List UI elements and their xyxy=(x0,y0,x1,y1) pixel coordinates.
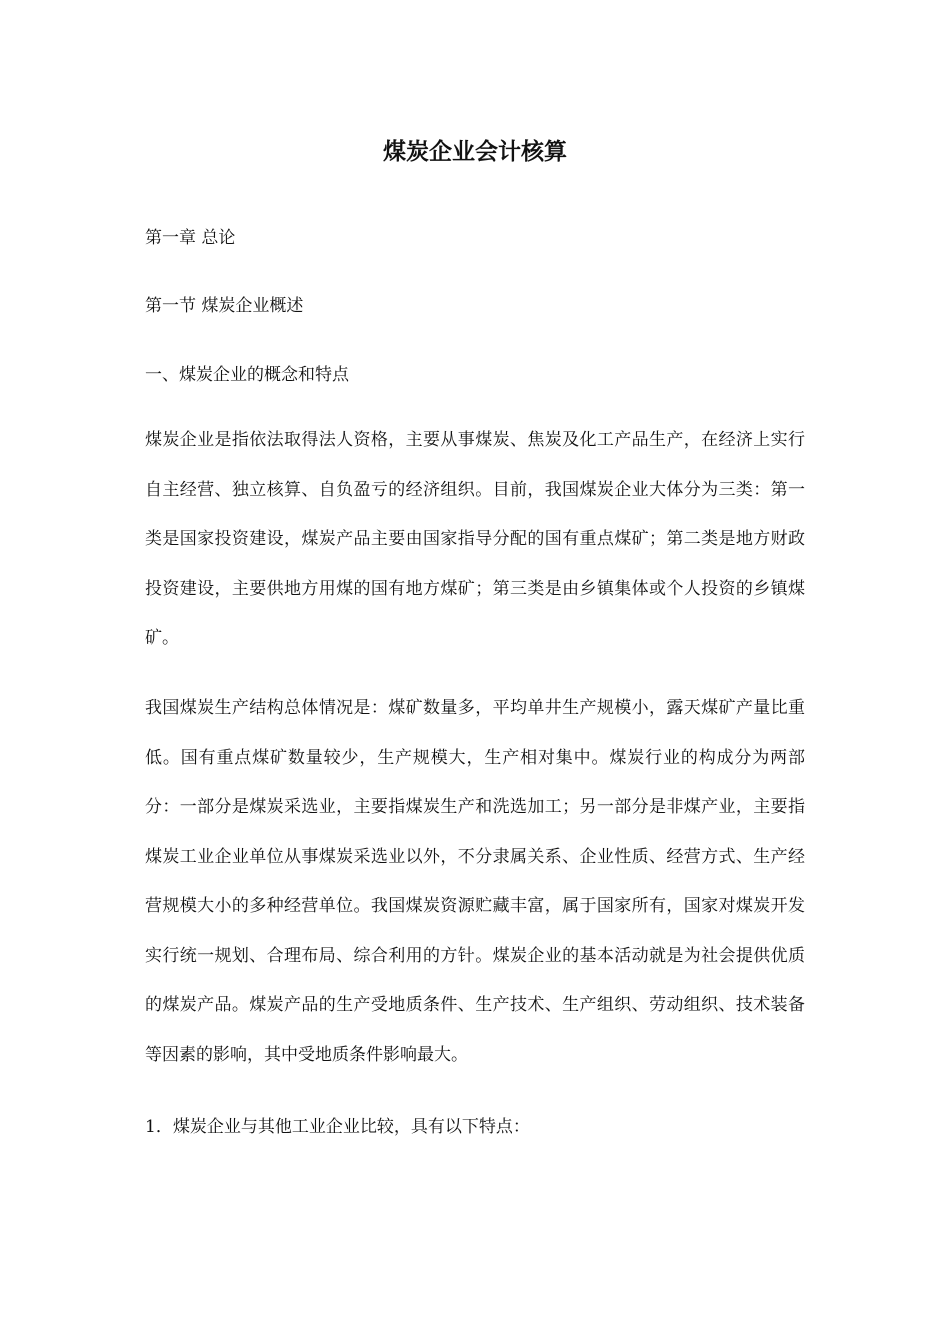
subsection-heading: 一、煤炭企业的概念和特点 xyxy=(145,365,349,385)
section-heading: 第一节 煤炭企业概述 xyxy=(145,296,304,316)
chapter-heading: 第一章 总论 xyxy=(145,228,236,248)
paragraph-2: 我国煤炭生产结构总体情况是：煤矿数量多，平均单井生产规模小，露天煤矿产量比重低。国有重点煤矿数量较少，生产规模大，生产相对集中。煤炭行业的构成分为两部分：一部分是煤炭采选业，主要指煤炭生产和洗选加工；另一部分是非煤产业，主要指煤炭工业企业单位从事煤炭采选业以外，不分隶属关系、企业性质、经营方式、生产经营规模大小的多种经营单位。我国煤炭资源贮藏丰富，属于国家所有，国家对煤炭开发实行统一规划、合理布局、综合利用的方针。煤炭企业的基本活动就是为社会提供优质的煤炭产品。煤炭产品的生产受地质条件、生产技术、生产组织、劳动组织、技术装备等因素的影响，其中受地质条件影响最大。 xyxy=(145,698,805,1065)
paragraph-1: 煤炭企业是指依法取得法人资格，主要从事煤炭、焦炭及化工产品生产，在经济上实行自主经营、独立核算、自负盈亏的经济组织。目前，我国煤炭企业大体分为三类：第一类是国家投资建设，煤炭产品主要由国家指导分配的国有重点煤矿；第二类是地方财政投资建设，主要供地方用煤的国有地方煤矿；第三类是由乡镇集体或个人投资的乡镇煤矿。 xyxy=(145,430,805,648)
list-item-1: 1．煤炭企业与其他工业企业比较，具有以下特点： xyxy=(145,1117,530,1137)
document-title: 煤炭企业会计核算 xyxy=(383,138,567,165)
